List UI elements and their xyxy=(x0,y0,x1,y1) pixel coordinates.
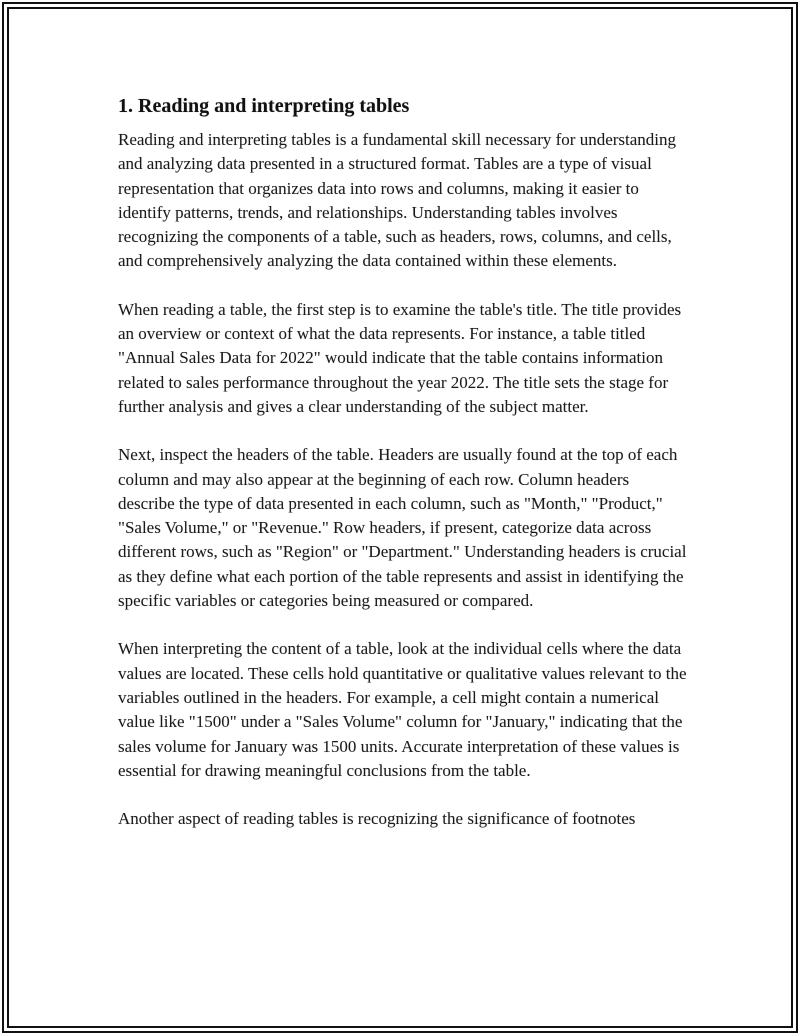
paragraph-table-title: When reading a table, the first step is to examine the table's title. The title provides an overview or context of what the data represents. For instance, a table titled "Annual Sales Data for 2022" would indicate that the table contains information related to sales performance throughout the year 2022. The title sets the stage for further analysis and gives a clear understanding of the subject matter. xyxy=(118,299,682,416)
paragraph-footnotes: Another aspect of reading tables is recognizing the significance of footnotes xyxy=(118,809,636,829)
document-body xyxy=(118,92,688,855)
section-heading: 1. Reading and interpreting tables xyxy=(118,95,410,117)
paragraph-table-cells: When interpreting the content of a table, look at the individual cells where the data values are located. These cells hold quantitative or qualitative values relevant to the variables outlined in the headers. For example, a cell might contain a numerical value like "1500" under a "Sales Volume" column for "January," indicating that the sales volume for January was 1500 units. Accurate interpretation of these values is essential for drawing meaningful conclusions from the table. xyxy=(118,639,687,780)
paragraph-intro: Reading and interpreting tables is a fundamental skill necessary for understanding and analyzing data presented in a structured format. Tables are a type of visual representation that organizes data into rows and columns, making it easier to identify patterns, trends, and relationships. Understanding tables involves recognizing the components of a table, such as headers, rows, columns, and cells, and comprehensively analyzing the data contained within these elements. xyxy=(118,130,677,271)
paragraph-table-headers: Next, inspect the headers of the table. Headers are usually found at the top of each column and may also appear at the beginning of each row. Column headers describe the type of data presented in each column, such as "Month," "Product," "Sales Volume," or "Revenue." Row headers, if present, categorize data across different rows, such as "Region" or "Department." Understanding headers is crucial as they define what each portion of the table represents and assist in identifying the specific variables or categories being measured or compared. xyxy=(118,445,687,611)
